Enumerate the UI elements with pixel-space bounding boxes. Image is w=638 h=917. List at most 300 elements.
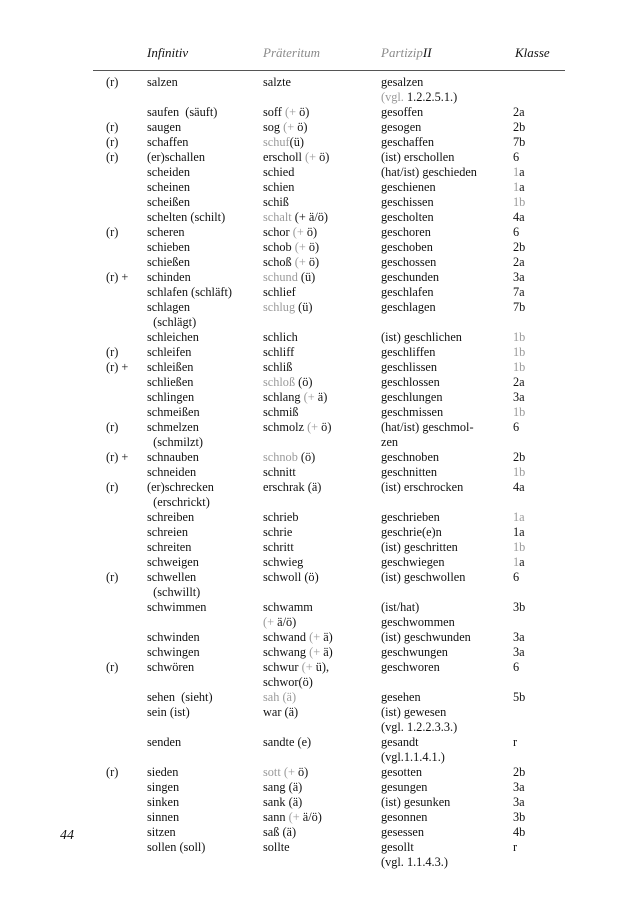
infinitiv-cell: schwinden xyxy=(147,630,200,644)
infinitiv-cell: (er)schallen xyxy=(147,150,206,164)
partizip-cell xyxy=(381,540,458,555)
infinitiv-cell: scheiden xyxy=(147,165,191,179)
praeteritum-cell-segment: schliß xyxy=(263,360,293,374)
klasse-cell xyxy=(513,525,525,540)
table-row xyxy=(0,195,638,210)
partizip-cell-segment: (vgl. 1.1.4.3.) xyxy=(381,855,448,869)
praeteritum-cell xyxy=(263,240,319,255)
klasse-cell xyxy=(513,480,525,495)
praeteritum-cell-segment: sah (ä) xyxy=(263,690,297,704)
table-row xyxy=(0,105,638,120)
klasse-cell xyxy=(513,345,525,360)
table-row xyxy=(0,390,638,405)
praeteritum-cell-segment: (ü) xyxy=(289,135,304,149)
partizip-cell-segment: geschnitten xyxy=(381,465,438,479)
praeteritum-cell-segment: schmiß xyxy=(263,405,299,419)
praeteritum-cell-segment: (ö) xyxy=(297,450,316,464)
partizip-cell xyxy=(381,825,424,840)
praeteritum-cell-segment: (+ xyxy=(309,630,321,644)
infinitiv-cell: schmelzen xyxy=(147,420,199,434)
klasse-cell xyxy=(513,120,525,135)
table-row xyxy=(0,255,638,270)
klasse-cell xyxy=(513,270,525,285)
praeteritum-cell-segment: (+ xyxy=(307,420,319,434)
praeteritum-cell-segment: schrieb xyxy=(263,510,299,524)
praeteritum-cell-segment: sott xyxy=(263,765,281,779)
klasse-cell xyxy=(513,450,525,465)
klasse-cell-segment: 3a xyxy=(513,270,525,284)
partizip-cell xyxy=(381,345,435,360)
klasse-cell xyxy=(513,825,525,840)
klasse-cell xyxy=(513,165,525,180)
infinitiv-cell: scheißen xyxy=(147,195,191,209)
table-row xyxy=(0,570,638,585)
klasse-cell xyxy=(513,645,525,660)
klasse-cell-segment: 3a xyxy=(513,390,525,404)
praeteritum-cell-segment: schalt xyxy=(263,210,292,224)
infinitiv-cell: sinnen xyxy=(147,810,180,824)
praeteritum-cell-segment: schlang xyxy=(263,390,304,404)
praeteritum-cell xyxy=(263,765,308,780)
infinitiv-cell: schmeißen xyxy=(147,405,200,419)
praeteritum-cell-segment: ä) xyxy=(320,645,333,659)
klasse-cell-segment: 7a xyxy=(513,285,525,299)
praeteritum-cell xyxy=(263,405,299,420)
klasse-cell xyxy=(513,180,525,195)
praeteritum-cell-segment: sank (ä) xyxy=(263,795,303,809)
klasse-cell xyxy=(513,300,525,315)
partizip-cell xyxy=(381,195,434,210)
praeteritum-cell xyxy=(263,375,313,390)
klasse-cell-segment: 2b xyxy=(513,450,526,464)
table-row xyxy=(0,705,638,720)
praeteritum-cell-segment: schwieg xyxy=(263,555,304,569)
infinitiv-cell: sein (ist) xyxy=(147,705,190,719)
infinitiv-cell: schelten (schilt) xyxy=(147,210,226,224)
partizip-cell-segment: (ist) geschwunden xyxy=(381,630,471,644)
klasse-cell-segment: 5b xyxy=(513,690,526,704)
praeteritum-cell-segment: soff xyxy=(263,105,285,119)
partizip-cell-segment: geschossen xyxy=(381,255,437,269)
klasse-cell-segment: 2a xyxy=(513,255,525,269)
praeteritum-cell-segment: ä) xyxy=(314,390,328,404)
table-row xyxy=(0,75,638,90)
infinitiv-cell: schneiden xyxy=(147,465,197,479)
partizip-cell xyxy=(381,615,455,630)
infinitiv-cell: (schlägt) xyxy=(147,315,197,329)
klasse-cell xyxy=(513,135,525,150)
infinitiv-cell: schieben xyxy=(147,240,191,254)
praeteritum-cell xyxy=(263,570,319,585)
partizip-cell-segment: geschaffen xyxy=(381,135,435,149)
praeteritum-cell-segment: sann xyxy=(263,810,289,824)
klasse-cell xyxy=(513,810,525,825)
praeteritum-cell xyxy=(263,480,321,495)
partizip-cell-segment: geschlossen xyxy=(381,375,440,389)
partizip-cell xyxy=(381,780,427,795)
praeteritum-cell-segment: ö) xyxy=(305,255,320,269)
regular-marker: (r) + xyxy=(106,360,129,374)
regular-marker: (r) xyxy=(106,660,119,674)
praeteritum-cell-segment: schwur xyxy=(263,660,302,674)
infinitiv-cell: schreien xyxy=(147,525,188,539)
infinitiv-cell: schlingen xyxy=(147,390,195,404)
partizip-cell xyxy=(381,300,436,315)
partizip-cell xyxy=(381,840,414,855)
klasse-cell-segment: 1b xyxy=(513,195,526,209)
praeteritum-cell-segment: schwoll (ö) xyxy=(263,570,319,584)
table-row xyxy=(0,825,638,840)
praeteritum-cell xyxy=(263,840,290,855)
klasse-cell-segment: 2a xyxy=(513,375,525,389)
partizip-cell-segment: gesandt xyxy=(381,735,419,749)
klasse-cell xyxy=(513,465,525,480)
table-row xyxy=(0,585,638,600)
table-row xyxy=(0,525,638,540)
praeteritum-cell xyxy=(263,675,313,690)
praeteritum-cell xyxy=(263,225,317,240)
regular-marker: (r) xyxy=(106,120,119,134)
partizip-cell-segment: gesonnen xyxy=(381,810,428,824)
regular-marker: (r) xyxy=(106,570,119,584)
partizip-cell-segment: 1.2.2.5.1.) xyxy=(403,90,458,104)
partizip-cell-segment: gesotten xyxy=(381,765,422,779)
praeteritum-cell-segment: sandte (e) xyxy=(263,735,312,749)
praeteritum-cell-segment: schliff xyxy=(263,345,295,359)
partizip-cell xyxy=(381,525,442,540)
table-row xyxy=(0,345,638,360)
klasse-cell-segment: 2a xyxy=(513,105,525,119)
klasse-cell-segment: 4a xyxy=(513,210,525,224)
table-row xyxy=(0,840,638,855)
infinitiv-cell: scheren xyxy=(147,225,185,239)
infinitiv-cell: schnauben xyxy=(147,450,199,464)
klasse-cell-segment: 2b xyxy=(513,120,526,134)
praeteritum-cell-segment: (+ xyxy=(294,240,306,254)
klasse-cell-segment: 1 xyxy=(513,180,520,194)
header-praeteritum: Präteritum xyxy=(263,45,321,60)
table-row xyxy=(0,405,638,420)
infinitiv-cell: schreiten xyxy=(147,540,192,554)
partizip-cell-segment: geschoben xyxy=(381,240,433,254)
table-row xyxy=(0,735,638,750)
infinitiv-cell: schweigen xyxy=(147,555,199,569)
table-row xyxy=(0,180,638,195)
praeteritum-cell xyxy=(263,645,333,660)
praeteritum-cell xyxy=(263,810,322,825)
praeteritum-cell xyxy=(263,390,327,405)
regular-marker: (r) xyxy=(106,420,119,434)
klasse-cell xyxy=(513,240,525,255)
klasse-cell-segment: 1b xyxy=(513,540,526,554)
partizip-cell xyxy=(381,690,421,705)
infinitiv-cell: singen xyxy=(147,780,180,794)
klasse-cell xyxy=(513,735,517,750)
praeteritum-cell-segment: ö) xyxy=(318,420,332,434)
klasse-cell xyxy=(513,510,525,525)
partizip-cell-segment: geschissen xyxy=(381,195,434,209)
partizip-cell-segment: (hat/ist) geschieden xyxy=(381,165,477,179)
table-row xyxy=(0,285,638,300)
partizip-cell-segment: (ist/hat) xyxy=(381,600,420,614)
regular-marker: (r) xyxy=(106,135,119,149)
header-partizip-word: Partizip xyxy=(381,45,423,60)
partizip-cell xyxy=(381,105,423,120)
infinitiv-cell: saugen xyxy=(147,120,182,134)
klasse-cell-segment: 3a xyxy=(513,780,525,794)
praeteritum-cell-segment: schund xyxy=(263,270,298,284)
praeteritum-cell-segment: (ü) xyxy=(297,270,316,284)
klasse-cell-segment: 6 xyxy=(513,150,520,164)
table-row xyxy=(0,135,638,150)
klasse-cell-segment: 3b xyxy=(513,600,526,614)
regular-marker: (r) + xyxy=(106,450,129,464)
praeteritum-cell-segment: (+ xyxy=(301,660,313,674)
table-row xyxy=(0,420,638,435)
praeteritum-cell-segment: erscholl xyxy=(263,150,306,164)
praeteritum-cell-segment: (+ xyxy=(292,225,304,239)
praeteritum-cell xyxy=(263,345,294,360)
partizip-cell-segment: (ist) geschwollen xyxy=(381,570,466,584)
table-row xyxy=(0,540,638,555)
klasse-cell-segment: 6 xyxy=(513,420,520,434)
praeteritum-cell-segment: schied xyxy=(263,165,295,179)
praeteritum-cell-segment: schiß xyxy=(263,195,289,209)
infinitiv-cell: schwingen xyxy=(147,645,200,659)
praeteritum-cell-segment: schwamm xyxy=(263,600,313,614)
partizip-cell-segment: gesollt xyxy=(381,840,414,854)
praeteritum-cell xyxy=(263,300,313,315)
infinitiv-cell: schließen xyxy=(147,375,194,389)
table-row xyxy=(0,315,638,330)
partizip-cell xyxy=(381,465,437,480)
infinitiv-cell: sollen (soll) xyxy=(147,840,206,854)
klasse-cell xyxy=(513,780,525,795)
praeteritum-cell-segment: (+ xyxy=(288,810,300,824)
praeteritum-cell xyxy=(263,75,291,90)
partizip-cell xyxy=(381,135,434,150)
praeteritum-cell-segment: sang (ä) xyxy=(263,780,303,794)
klasse-cell-segment: 1 xyxy=(513,165,520,179)
header-klasse: Klasse xyxy=(515,45,550,60)
partizip-cell xyxy=(381,120,421,135)
partizip-cell-segment: geschlungen xyxy=(381,390,443,404)
klasse-cell-segment: 1 xyxy=(513,555,520,569)
partizip-cell-segment: geschrie(e)n xyxy=(381,525,442,539)
praeteritum-cell-segment: ä) xyxy=(320,630,333,644)
praeteritum-cell xyxy=(263,660,329,675)
klasse-cell-segment: 1b xyxy=(513,405,526,419)
table-row xyxy=(0,810,638,825)
klasse-cell xyxy=(513,360,525,375)
regular-marker: (r) + xyxy=(106,270,129,284)
table-row xyxy=(0,795,638,810)
praeteritum-cell xyxy=(263,360,292,375)
praeteritum-cell-segment: sog xyxy=(263,120,284,134)
praeteritum-cell-segment: schloß xyxy=(263,375,296,389)
table-row xyxy=(0,720,638,735)
praeteritum-cell-segment: (+ xyxy=(284,105,297,119)
partizip-cell xyxy=(381,405,443,420)
praeteritum-cell-segment: (+ xyxy=(283,120,295,134)
partizip-cell xyxy=(381,735,419,750)
partizip-cell xyxy=(381,90,457,105)
infinitiv-cell: (er)schrecken xyxy=(147,480,214,494)
partizip-cell xyxy=(381,480,463,495)
praeteritum-cell xyxy=(263,600,313,615)
infinitiv-cell: schinden xyxy=(147,270,191,284)
klasse-cell-segment: 1b xyxy=(513,345,526,359)
klasse-cell-segment: 1a xyxy=(513,510,525,524)
praeteritum-cell-segment: (ö) xyxy=(295,375,313,389)
praeteritum-cell-segment: salzte xyxy=(263,75,291,89)
klasse-cell-segment: 4a xyxy=(513,480,525,494)
klasse-cell-segment: 1a xyxy=(513,525,525,539)
partizip-cell xyxy=(381,450,439,465)
praeteritum-cell xyxy=(263,450,315,465)
praeteritum-cell-segment: schrie xyxy=(263,525,293,539)
partizip-cell-segment: (ist) geschlichen xyxy=(381,330,462,344)
table-row xyxy=(0,480,638,495)
praeteritum-cell-segment: schien xyxy=(263,180,295,194)
table-row xyxy=(0,240,638,255)
klasse-cell-segment: a xyxy=(519,555,525,569)
table-row xyxy=(0,690,638,705)
table-row xyxy=(0,510,638,525)
partizip-cell-segment: (ist) geschritten xyxy=(381,540,458,554)
klasse-cell xyxy=(513,390,525,405)
partizip-cell-segment: geschliffen xyxy=(381,345,436,359)
klasse-cell xyxy=(513,600,525,615)
table-row xyxy=(0,210,638,225)
klasse-cell xyxy=(513,765,525,780)
klasse-cell xyxy=(513,540,525,555)
klasse-cell xyxy=(513,660,519,675)
infinitiv-cell: schreiben xyxy=(147,510,195,524)
praeteritum-cell xyxy=(263,210,328,225)
klasse-cell xyxy=(513,420,519,435)
infinitiv-cell: saufen (säuft) xyxy=(147,105,218,119)
praeteritum-cell xyxy=(263,690,296,705)
praeteritum-cell xyxy=(263,285,296,300)
table-row xyxy=(0,150,638,165)
praeteritum-cell xyxy=(263,780,302,795)
klasse-cell xyxy=(513,630,525,645)
table-row xyxy=(0,330,638,345)
infinitiv-cell: senden xyxy=(147,735,182,749)
klasse-cell-segment: 6 xyxy=(513,570,520,584)
infinitiv-cell: (erschrickt) xyxy=(147,495,210,509)
partizip-cell-segment: geschrieben xyxy=(381,510,440,524)
praeteritum-cell-segment: schmolz xyxy=(263,420,308,434)
partizip-cell-segment: gesessen xyxy=(381,825,425,839)
partizip-cell xyxy=(381,225,431,240)
praeteritum-cell-segment: ö) xyxy=(303,225,318,239)
table-row xyxy=(0,435,638,450)
klasse-cell-segment: 3a xyxy=(513,645,525,659)
header-infinitiv: Infinitiv xyxy=(147,45,189,60)
praeteritum-cell-segment: (+ xyxy=(305,150,317,164)
partizip-cell xyxy=(381,570,465,585)
partizip-cell-segment: (vgl. 1.2.2.3.3.) xyxy=(381,720,458,734)
praeteritum-cell xyxy=(263,555,303,570)
partizip-cell-segment: zen xyxy=(381,435,399,449)
praeteritum-cell-segment: ö) xyxy=(305,240,320,254)
infinitiv-cell: schwimmen xyxy=(147,600,207,614)
praeteritum-cell xyxy=(263,735,311,750)
klasse-cell xyxy=(513,570,519,585)
praeteritum-cell xyxy=(263,615,296,630)
praeteritum-cell xyxy=(263,165,294,180)
partizip-cell-segment: geschunden xyxy=(381,270,440,284)
klasse-cell-segment: 1b xyxy=(513,360,526,374)
partizip-cell-segment: gesoffen xyxy=(381,105,424,119)
partizip-cell-segment: (vgl. xyxy=(381,90,404,104)
praeteritum-cell-segment: (+ xyxy=(303,390,315,404)
infinitiv-cell: schleißen xyxy=(147,360,194,374)
infinitiv-cell: (schmilzt) xyxy=(147,435,204,449)
partizip-cell xyxy=(381,630,471,645)
partizip-cell xyxy=(381,180,436,195)
table-row xyxy=(0,765,638,780)
praeteritum-cell-segment: schwor(ö) xyxy=(263,675,313,689)
table-row xyxy=(0,660,638,675)
klasse-cell xyxy=(513,255,525,270)
praeteritum-cell-segment: schuf xyxy=(263,135,290,149)
table-row xyxy=(0,450,638,465)
klasse-cell xyxy=(513,150,519,165)
klasse-cell-segment: 2b xyxy=(513,765,526,779)
klasse-cell-segment: 3b xyxy=(513,810,526,824)
partizip-cell xyxy=(381,645,448,660)
praeteritum-cell-segment: ä/ö) xyxy=(274,615,297,629)
partizip-cell xyxy=(381,600,419,615)
infinitiv-cell: salzen xyxy=(147,75,178,89)
klasse-cell-segment: r xyxy=(513,735,518,749)
table-row xyxy=(0,300,638,315)
praeteritum-cell-segment: schritt xyxy=(263,540,294,554)
praeteritum-cell-segment: ö) xyxy=(296,105,310,119)
partizip-cell-segment: geschmissen xyxy=(381,405,444,419)
partizip-cell xyxy=(381,855,448,870)
table-row xyxy=(0,855,638,870)
partizip-cell-segment: geschlagen xyxy=(381,300,436,314)
table-row xyxy=(0,90,638,105)
partizip-cell-segment: geschwungen xyxy=(381,645,448,659)
praeteritum-cell-segment: schor xyxy=(263,225,293,239)
klasse-cell-segment: 3a xyxy=(513,630,525,644)
partizip-cell-segment: geschnoben xyxy=(381,450,440,464)
klasse-cell-segment: 1b xyxy=(513,465,526,479)
page-number: 44 xyxy=(60,828,74,843)
praeteritum-cell-segment: schwand xyxy=(263,630,310,644)
table-row xyxy=(0,750,638,765)
infinitiv-cell: schleifen xyxy=(147,345,192,359)
regular-marker: (r) xyxy=(106,345,119,359)
partizip-cell-segment: geschworen xyxy=(381,660,440,674)
praeteritum-cell-segment: (+ xyxy=(283,765,295,779)
praeteritum-cell-segment: (ü) xyxy=(295,300,313,314)
praeteritum-cell-segment: erschrak (ä) xyxy=(263,480,322,494)
partizip-cell-segment: (ist) erschrocken xyxy=(381,480,464,494)
klasse-cell-segment: 6 xyxy=(513,660,520,674)
infinitiv-cell: schwören xyxy=(147,660,195,674)
praeteritum-cell xyxy=(263,135,304,150)
infinitiv-cell: sitzen xyxy=(147,825,176,839)
praeteritum-cell xyxy=(263,705,298,720)
table-row xyxy=(0,600,638,615)
table-row xyxy=(0,495,638,510)
